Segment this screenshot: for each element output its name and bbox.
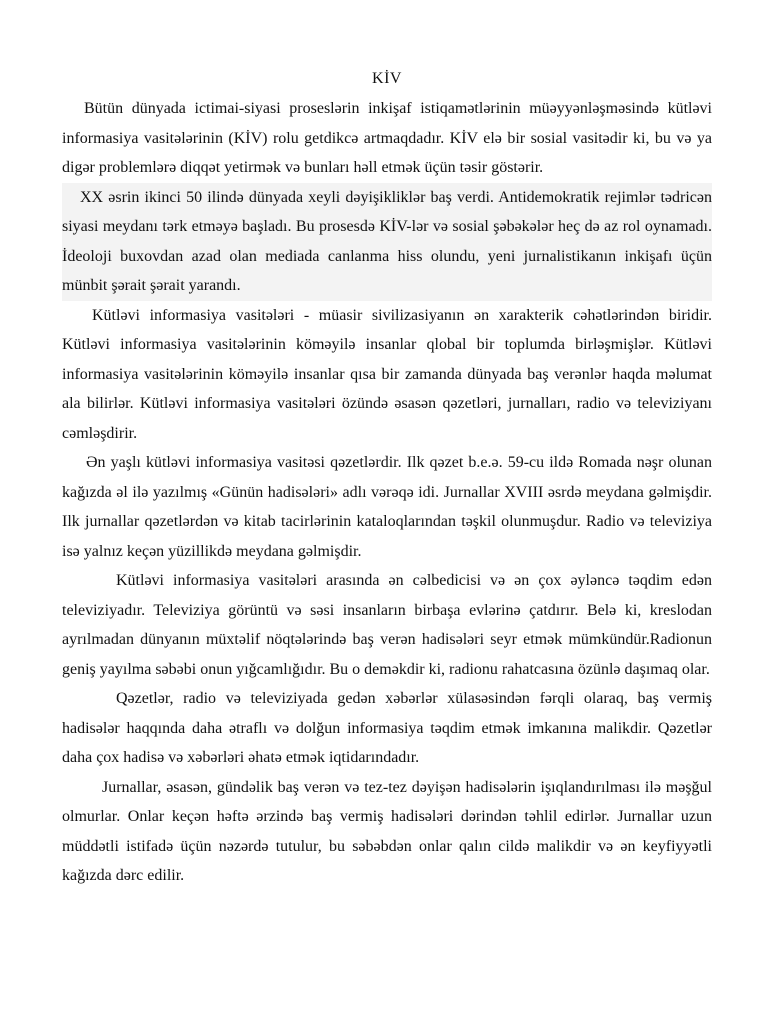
paragraph-5: Kütləvi informasiya vasitələri arasında ən cəlbedicisi və ən çox əyləncə təqdim edən televiziyadır. Televiziya görüntü və səsi insanların birbaşa evlərinə çatdırır. Belə ki, kreslodan ayrılmadan dünyanın müxtəlif nöqtələrində baş verən hadisələri seyr etmək mümkündür.Radionun geniş yayılma səbəbi onun yığcamlığıdır. Bu o deməkdir ki, radionu rahatcasına özünlə daşımaq olar.: [62, 572, 712, 678]
paragraph-7: Jurnallar, əsasən, gündəlik baş verən və tez-tez dəyişən hadisələrin işıqlandırılması ilə məşğul olmurlar. Onlar keçən həftə ərzində baş vermiş hadisələri dərindən təhlil edirlər. Jurnallar uzun müddətli istifadə üçün nəzərdə tutulur, bu səbəbdən onlar qalın cildə malikdir və ən keyfiyyətli kağızda dərc edilir.: [62, 778, 712, 884]
document-title: KİV: [372, 70, 402, 87]
paragraph-4: Ən yaşlı kütləvi informasiya vasitəsi qəzetlərdir. Ilk qəzet b.e.ə. 59-cu ildə Romada nəşr olunan kağızda əl ilə yazılmış «Günün hadisələri» adlı vərəqə idi. Jurnallar XVIII əsrdə meydana gəlmişdir. Ilk jurnallar qəzetlərdən və kitab tacirlərinin kataloqlarından təşkil olunmuşdur. Radio və televiziya isə yalnız keçən yüzillikdə meydana gəlmişdir.: [62, 454, 712, 560]
paragraph-6: Qəzetlər, radio və televiziyada gedən xəbərlər xülasəsindən fərqli olaraq, baş vermiş hadisələr haqqında daha ətraflı və dolğun informasiya təqdim etmək imkanına malikdir. Qəzetlər daha çox hadisə və xəbərləri əhatə etmək iqtidarındadır.: [62, 690, 712, 766]
paragraph-3: Kütləvi informasiya vasitələri - müasir sivilizasiyanın ən xarakterik cəhətlərindən biridir. Kütləvi informasiya vasitələrinin köməyilə insanlar qlobal bir toplumda birləşmişlər. Kütləvi informasiya vasitələrinin köməyilə insanlar qısa bir zamanda dünyada baş verənlər haqda məlumat ala bilirlər. Kütləvi informasiya vasitələri özündə əsasən qəzetləri, jurnalları, radio və televiziyanı cəmləşdirir.: [62, 306, 712, 442]
paragraph-1: Bütün dünyada ictimai-siyasi proseslərin inkişaf istiqamətlərinin müəyyənləşməsində kütləvi informasiya vasitələrinin (KİV) rolu getdikcə artmaqdadır. KİV elə bir sosial vasitədir ki, bu və ya digər problemlərə diqqət yetirmək və bunları həll etmək üçün təsir göstərir.: [62, 100, 712, 176]
paragraph-2: XX əsrin ikinci 50 ilində dünyada xeyli dəyişikliklər baş verdi. Antidemokratik rejimlər tədricən siyasi meydanı tərk etməyə başladı. Bu prosesdə KİV-lər və sosial şəbəkələr heç də az rol oynamadı. İdeoloji buxovdan azad olan mediada canlanma hiss olundu, yeni jurnalistikanın inkişafı üçün münbit şərait şərait yarandı.: [62, 183, 712, 301]
document-page: [62, 66, 712, 891]
